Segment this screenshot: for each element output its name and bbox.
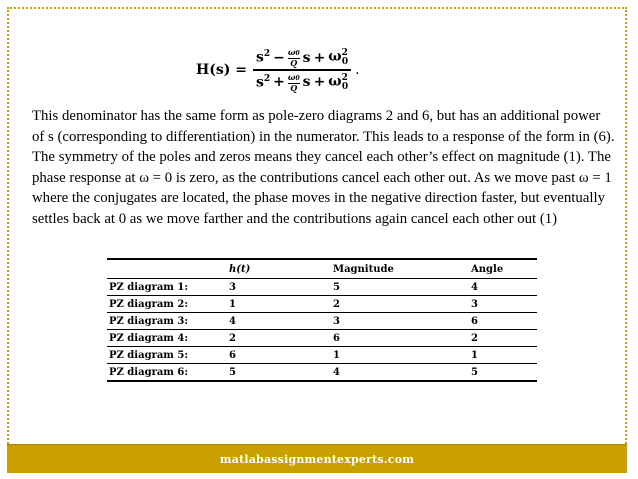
header-ht bbox=[227, 259, 331, 279]
cell-magnitude: 2 bbox=[333, 298, 340, 310]
pz-diagram-table bbox=[107, 258, 537, 382]
cell-ht: 2 bbox=[229, 332, 236, 344]
cell-angle: 1 bbox=[471, 349, 478, 361]
den-plus-2: + bbox=[313, 74, 326, 91]
row-label: PZ diagram 3: bbox=[109, 315, 189, 327]
formula-denominator bbox=[253, 73, 351, 92]
table-row bbox=[107, 330, 537, 347]
den-s-exp: 2 bbox=[263, 74, 271, 85]
num-omega: ω bbox=[328, 48, 342, 65]
den-omega: ω bbox=[328, 73, 342, 90]
cell-magnitude: 4 bbox=[333, 366, 340, 378]
table-row bbox=[107, 296, 537, 313]
den-w0: ω bbox=[287, 71, 296, 82]
num-plus: + bbox=[313, 49, 326, 66]
row-label: PZ diagram 6: bbox=[109, 366, 189, 378]
num-q: Q bbox=[290, 58, 298, 69]
num-omega-sub: 0 bbox=[341, 57, 349, 68]
fraction-bar bbox=[253, 69, 351, 71]
num-s: s bbox=[255, 49, 264, 66]
num-s-term: s bbox=[302, 49, 311, 66]
table-row bbox=[107, 347, 537, 364]
cell-ht: 3 bbox=[229, 281, 236, 293]
cell-ht: 6 bbox=[229, 349, 236, 361]
num-w0-sub: 0 bbox=[295, 50, 300, 58]
header-blank bbox=[107, 259, 227, 279]
den-omega-exp: 2 bbox=[341, 72, 348, 83]
cell-magnitude: 5 bbox=[333, 281, 340, 293]
num-minus: − bbox=[273, 49, 285, 66]
formula-lhs: H(s) = bbox=[196, 62, 247, 78]
cell-magnitude: 6 bbox=[333, 332, 340, 344]
num-s-exp: 2 bbox=[263, 49, 271, 60]
table-row bbox=[107, 364, 537, 382]
row-label: PZ diagram 5: bbox=[109, 349, 189, 361]
cell-angle: 5 bbox=[471, 366, 478, 378]
num-w0: ω bbox=[287, 47, 296, 58]
header-angle: Angle bbox=[471, 263, 504, 275]
cell-angle: 2 bbox=[471, 332, 478, 344]
den-q: Q bbox=[290, 82, 298, 93]
table-row bbox=[107, 313, 537, 330]
formula-numerator bbox=[253, 48, 351, 67]
header-magnitude: Magnitude bbox=[333, 263, 394, 275]
formula-period: . bbox=[355, 62, 360, 78]
cell-magnitude: 3 bbox=[333, 315, 340, 327]
table-row bbox=[107, 279, 537, 296]
den-s-term: s bbox=[302, 74, 311, 91]
table-header-row bbox=[107, 259, 537, 279]
cell-ht: 5 bbox=[229, 366, 236, 378]
header-ht-label: h(t) bbox=[229, 263, 251, 275]
den-w0-over-q bbox=[288, 73, 300, 92]
cell-magnitude: 1 bbox=[333, 349, 340, 361]
cell-angle: 4 bbox=[471, 281, 478, 293]
cell-ht: 1 bbox=[229, 298, 236, 310]
row-label: PZ diagram 2: bbox=[109, 298, 189, 310]
den-w0-sub: 0 bbox=[295, 74, 300, 82]
den-omega-sub: 0 bbox=[341, 82, 349, 93]
num-omega-exp: 2 bbox=[341, 47, 348, 58]
den-plus-1: + bbox=[273, 74, 285, 91]
row-label: PZ diagram 4: bbox=[109, 332, 189, 344]
cell-angle: 3 bbox=[471, 298, 478, 310]
formula-fraction bbox=[253, 48, 351, 92]
transfer-function-formula bbox=[196, 40, 360, 100]
den-s: s bbox=[255, 74, 264, 91]
cell-ht: 4 bbox=[229, 315, 236, 327]
cell-angle: 6 bbox=[471, 315, 478, 327]
row-label: PZ diagram 1: bbox=[109, 281, 189, 293]
num-w0-over-q bbox=[288, 48, 300, 67]
explanation-paragraph: This denominator has the same form as pole-zero diagrams 2 and 6, but has an additional power of s (corresponding to differentiation) in the numerator. This leads to a response of the form in (6). The symmetry of the poles and zeros means they cancel each other’s effect on magnitude (1). The phase response at ω = 0 is zero, as the contributions cancel each other out. As we move past ω = 1 where the conjugates are located, the phase moves in the negative direction faster, but eventually settles back at 0 as we move farther and the contributions again cancel each other out (1) bbox=[32, 108, 615, 227]
footer-bar bbox=[7, 444, 627, 473]
footer-website[interactable]: matlabassignmentexperts.com bbox=[219, 452, 415, 466]
